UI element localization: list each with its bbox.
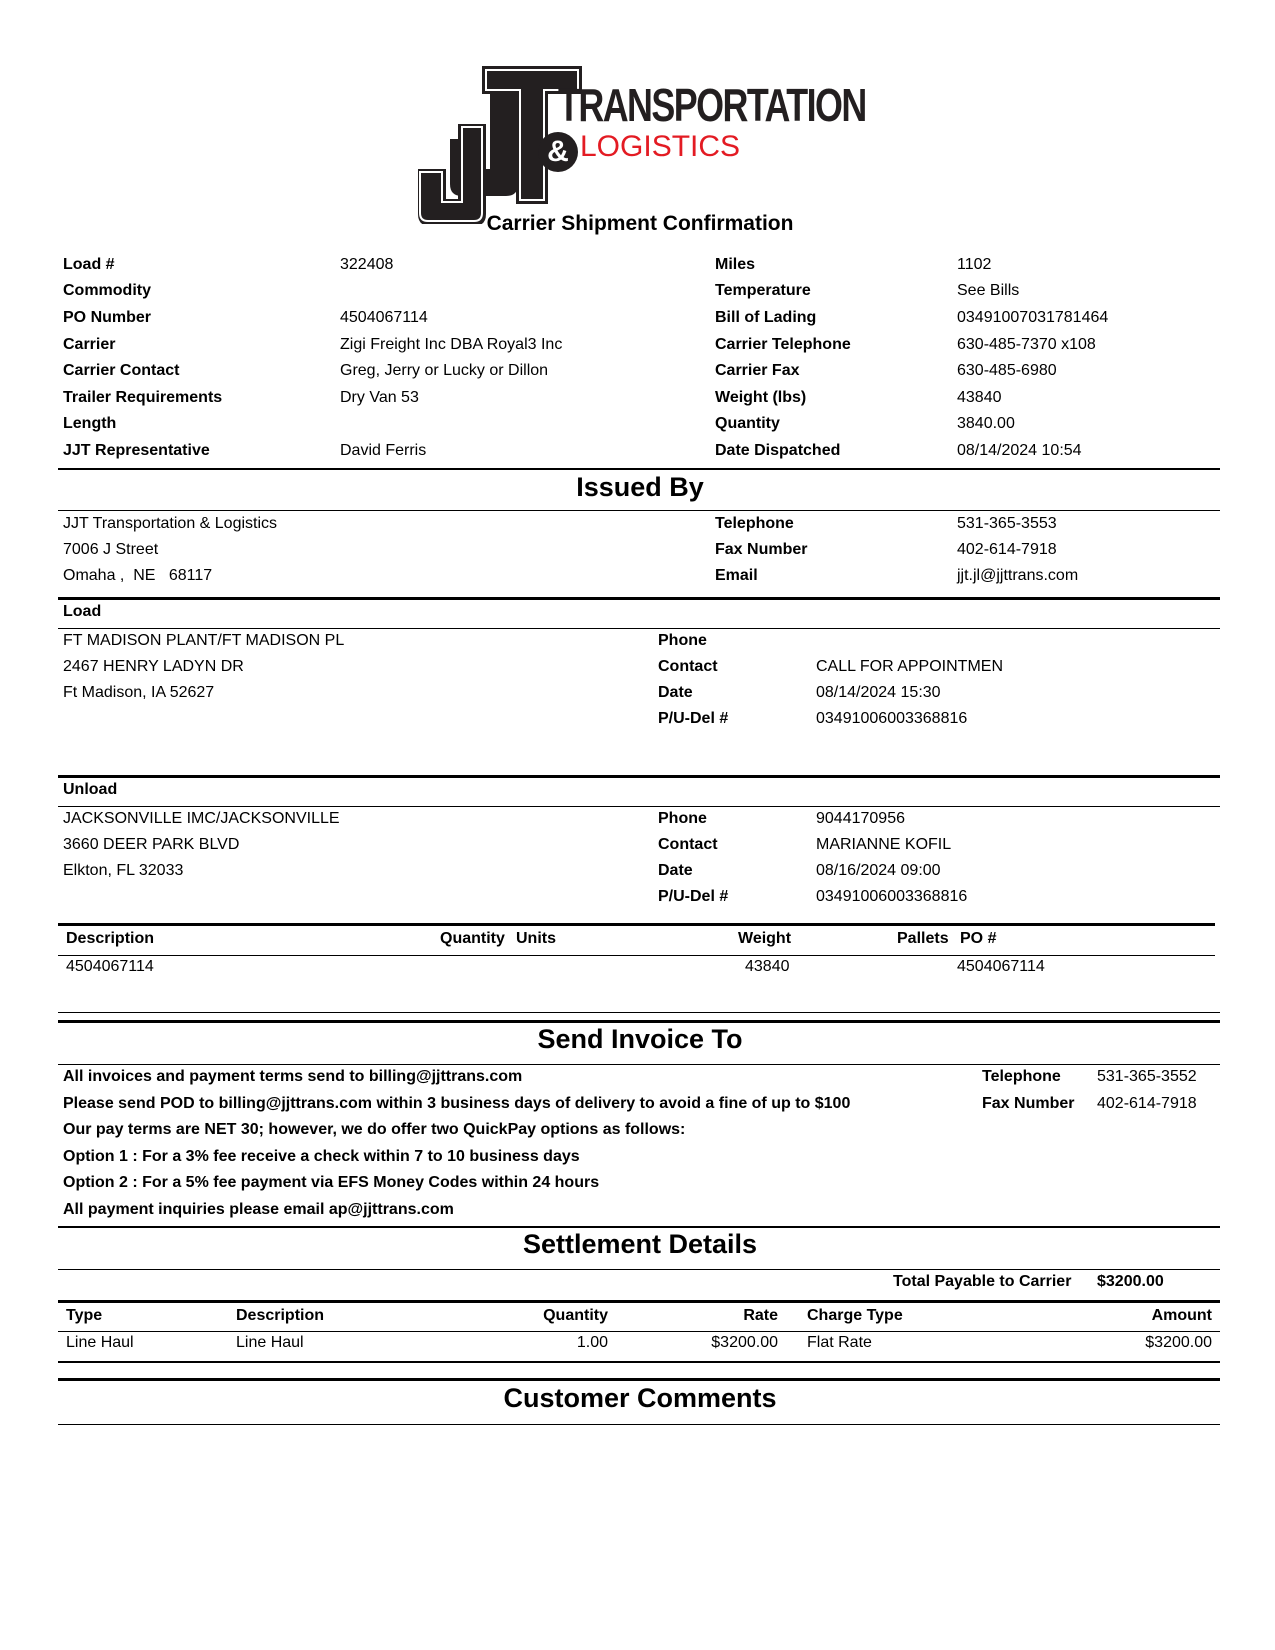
detail-value: 08/14/2024 10:54 <box>957 442 1082 459</box>
issued-by-heading: Issued By <box>576 472 704 502</box>
divider <box>58 510 1220 511</box>
issuer-company: JJT Transportation & Logistics <box>63 515 278 532</box>
stop-field-value: MARIANNE KOFIL <box>816 836 952 853</box>
settle-header-quantity: Quantity <box>543 1307 608 1324</box>
divider <box>58 1012 1220 1013</box>
stop-field-label: Date <box>658 684 693 701</box>
divider <box>58 468 1220 470</box>
settle-quantity: 1.00 <box>576 1334 608 1351</box>
invoice-line: Our pay terms are NET 30; however, we do offer two QuickPay options as follows: <box>63 1121 686 1138</box>
detail-value: 4504067114 <box>340 309 428 326</box>
logo-logistics-text: LOGISTICS <box>580 130 741 163</box>
detail-value: 322408 <box>340 256 394 273</box>
stop-field-value: 03491006003368816 <box>816 888 968 905</box>
settle-description: Line Haul <box>236 1334 304 1351</box>
logo-transportation-text: TRANSPORTATION <box>558 79 866 131</box>
invoice-contact-label: Telephone <box>982 1068 1061 1085</box>
customer-comments-heading: Customer Comments <box>503 1383 777 1413</box>
invoice-line: Please send POD to billing@jjttrans.com within 3 business days of delivery to avoid a fine of up to $100 <box>63 1094 851 1112</box>
stop-field-label: Contact <box>658 658 718 675</box>
invoice-line: All payment inquiries please email ap@jjttrans.com <box>63 1200 454 1218</box>
settle-amount: $3200.00 <box>1145 1334 1212 1351</box>
settle-header-description: Description <box>236 1307 325 1324</box>
divider <box>58 955 1215 956</box>
detail-label: Length <box>63 415 117 432</box>
item-po: 4504067114 <box>957 958 1045 975</box>
page-title: Carrier Shipment Confirmation <box>486 212 794 235</box>
issuer-street: 7006 J Street <box>63 541 159 558</box>
invoice-contact-value: 531-365-3552 <box>1097 1068 1197 1085</box>
issuer-contact-label: Fax Number <box>715 541 808 558</box>
stop-field-value: CALL FOR APPOINTMEN <box>816 658 1003 675</box>
item-weight: 43840 <box>745 958 790 975</box>
detail-label: Load # <box>63 256 115 273</box>
detail-label: Quantity <box>715 415 780 432</box>
stop-field-label: Phone <box>658 632 707 649</box>
detail-label: Commodity <box>63 282 151 299</box>
issuer-contact-label: Email <box>715 567 758 584</box>
stop-address-line: 2467 HENRY LADYN DR <box>63 658 244 675</box>
stop-address-line: JACKSONVILLE IMC/JACKSONVILLE <box>63 810 340 827</box>
divider <box>58 1300 1220 1303</box>
settle-charge-type: Flat Rate <box>807 1334 872 1351</box>
divider <box>58 1226 1220 1228</box>
issuer-contact-value: jjt.jl@jjttrans.com <box>957 567 1079 584</box>
detail-value: Greg, Jerry or Lucky or Dillon <box>340 362 549 379</box>
stop-address-line: Elkton, FL 32033 <box>63 862 184 879</box>
settle-header-amount: Amount <box>1151 1307 1212 1324</box>
stop-field-value: 03491006003368816 <box>816 710 968 727</box>
detail-label: Carrier <box>63 336 116 353</box>
ampersand-badge: & <box>538 132 578 172</box>
item-description: 4504067114 <box>66 958 154 975</box>
detail-value: David Ferris <box>340 442 427 459</box>
detail-value: 03491007031781464 <box>957 309 1109 326</box>
detail-value: See Bills <box>957 282 1020 299</box>
items-header-pallets: Pallets <box>897 930 949 947</box>
divider <box>58 923 1215 926</box>
stop-field-label: P/U-Del # <box>658 888 729 905</box>
stop-field-label: Contact <box>658 836 718 853</box>
detail-value: 43840 <box>957 389 1002 406</box>
divider <box>58 1361 1220 1363</box>
detail-label: Carrier Telephone <box>715 336 851 353</box>
settlement-heading: Settlement Details <box>522 1229 758 1259</box>
invoice-contact-value: 402-614-7918 <box>1097 1094 1197 1112</box>
items-header-quantity: Quantity <box>440 930 505 947</box>
stop-field-value: 08/16/2024 09:00 <box>816 862 941 879</box>
detail-label: Bill of Lading <box>715 309 817 326</box>
unload-heading: Unload <box>63 781 118 798</box>
issuer-contact-value: 402-614-7918 <box>957 541 1057 558</box>
settle-rate: $3200.00 <box>711 1334 778 1351</box>
detail-label: Temperature <box>715 282 811 299</box>
total-payable-label: Total Payable to Carrier <box>893 1273 1072 1290</box>
items-header-units: Units <box>516 930 556 947</box>
detail-label: PO Number <box>63 309 152 326</box>
divider <box>58 1378 1220 1381</box>
detail-value: Dry Van 53 <box>340 389 419 406</box>
stop-address-line: Ft Madison, IA 52627 <box>63 684 215 701</box>
stop-field-label: P/U-Del # <box>658 710 729 727</box>
detail-value: 630-485-7370 x108 <box>957 336 1096 353</box>
stop-address-line: FT MADISON PLANT/FT MADISON PL <box>63 632 345 649</box>
detail-label: Trailer Requirements <box>63 389 223 406</box>
divider <box>58 628 1220 629</box>
invoice-line: Option 1 : For a 3% fee receive a check within 7 to 10 business days <box>63 1147 580 1165</box>
detail-label: Weight (lbs) <box>715 389 807 406</box>
issuer-contact-value: 531-365-3553 <box>957 515 1057 532</box>
send-invoice-heading: Send Invoice To <box>537 1024 743 1054</box>
divider <box>58 1064 1220 1065</box>
detail-label: Date Dispatched <box>715 442 841 459</box>
detail-label: Carrier Fax <box>715 362 800 379</box>
issuer-city: Omaha , NE 68117 <box>63 567 213 584</box>
invoice-line: Option 2 : For a 5% fee payment via EFS Money Codes within 24 hours <box>63 1174 600 1191</box>
company-logo <box>430 64 866 224</box>
divider <box>58 1020 1220 1023</box>
stop-field-label: Date <box>658 862 693 879</box>
detail-value: 3840.00 <box>957 415 1015 432</box>
divider <box>58 1331 1220 1332</box>
load-heading: Load <box>63 603 102 620</box>
divider <box>655 628 812 629</box>
stop-address-line: 3660 DEER PARK BLVD <box>63 836 240 853</box>
stop-field-label: Phone <box>658 810 707 827</box>
issuer-contact-label: Telephone <box>715 515 794 532</box>
invoice-contact-label: Fax Number <box>982 1094 1075 1112</box>
divider <box>58 806 1220 807</box>
detail-label: JJT Representative <box>63 442 210 459</box>
stop-field-value: 08/14/2024 15:30 <box>816 684 941 701</box>
detail-label: Carrier Contact <box>63 362 180 379</box>
items-header-description: Description <box>66 930 155 947</box>
detail-value: 1102 <box>957 256 992 273</box>
detail-label: Miles <box>715 256 756 273</box>
detail-value: Zigi Freight Inc DBA Royal3 Inc <box>340 336 563 353</box>
settle-type: Line Haul <box>66 1334 134 1351</box>
settle-header-type: Type <box>66 1307 103 1324</box>
invoice-line: All invoices and payment terms send to billing@jjttrans.com <box>63 1068 523 1085</box>
divider <box>58 1424 1220 1425</box>
divider <box>58 1269 1220 1270</box>
divider <box>58 775 1220 778</box>
settle-header-rate: Rate <box>743 1307 778 1324</box>
stop-field-value: 9044170956 <box>816 810 905 827</box>
settle-header-charge-type: Charge Type <box>807 1307 903 1324</box>
divider <box>58 597 1220 600</box>
detail-value: 630-485-6980 <box>957 362 1057 379</box>
items-header-weight: Weight <box>738 930 792 947</box>
total-payable-value: $3200.00 <box>1097 1273 1164 1290</box>
items-header-po: PO # <box>960 930 997 947</box>
